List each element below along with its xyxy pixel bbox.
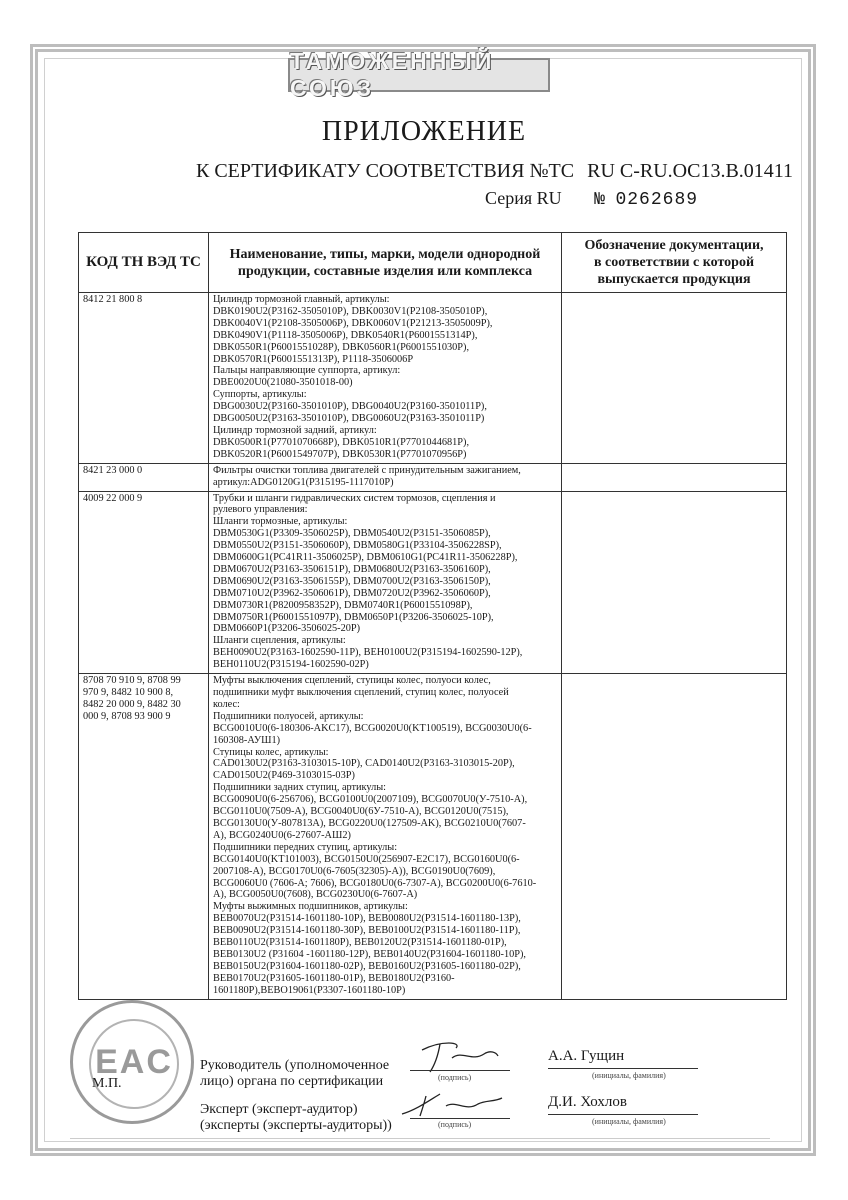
head-title: Руководитель (уполномоченное лицо) органа по сертификации (200, 1058, 390, 1089)
expert-name-line (548, 1114, 698, 1115)
product-code-cell (79, 293, 209, 464)
product-description-line: Подшипники полуосей, артикулы: (213, 710, 364, 722)
product-description-line: A), BCG0240U0(6-27607-АШ2) (213, 829, 351, 841)
column-header-code: КОД ТН ВЭД ТС (79, 233, 209, 293)
expert-name: Д.И. Хохлов (548, 1094, 627, 1110)
number-value: 0262689 (615, 190, 699, 210)
product-description-line: DBK0550R1(P6001551028P), DBK0560R1(P6001551030P), (213, 341, 470, 353)
product-description-line: Цилиндр тормозной главный, артикулы: (213, 294, 390, 305)
product-code-line: 000 9, 8708 93 900 9 (83, 710, 171, 722)
documentation-cell (562, 491, 787, 674)
table-row (79, 293, 787, 464)
product-description-line: DBM0670U2(P3163-3506151P), DBM0680U2(P3163-3506160P), (213, 563, 491, 575)
product-description-line: DBK0190U2(P3162-3505010P), DBK0030V1(P2108-3505010P), (213, 305, 488, 317)
series-label: Серия RU (485, 188, 562, 208)
product-description-line: DBM0600G1(PC41R11-3506025P), DBM0610G1(PC41R11-3506228P), (213, 552, 518, 564)
product-description-line: BEB0070U2(P31514-1601180-10P), BEB0080U2(P31514-1601180-13P), (213, 913, 521, 925)
product-description-line: BCG0130U0(У-807813А), BCG0220U0(127509-AK), BCG0210U0(7607- (213, 817, 526, 829)
product-description-line: CAD0150U2(P469-3103015-03P) (213, 770, 355, 782)
table-row (79, 463, 787, 491)
product-description-line: DBM0750R1(P6001551097P), DBM0650P1(P3206-3506025-10P), (213, 611, 494, 623)
documentation-cell (562, 293, 787, 464)
product-description-cell (209, 674, 562, 999)
product-description-line: BCG0060U0 (7606-A; 7606), BCG0180U0(6-7307-A), BCG0200U0(6-7610- (213, 877, 537, 889)
product-description-line: DBM0710U2(P3962-3506061P), DBM0720U2(P3962-3506060P), (213, 587, 491, 599)
product-description-line: 160308-АУШ1) (213, 734, 281, 746)
product-code-cell (79, 491, 209, 674)
product-description-line: Шланги тормозные, артикулы: (213, 516, 348, 528)
product-description-line: A), BCG0050U0(7608), BCG0230U0(6-7607-A) (213, 889, 418, 901)
product-code-line: 8412 21 800 8 (83, 294, 143, 305)
product-description-cell (209, 463, 562, 491)
series-line (485, 188, 698, 210)
number-label: № (594, 190, 605, 210)
product-description-line: DBK0520R1(P6001549707P), DBK0530R1(P7701070956P) (213, 448, 467, 460)
documentation-cell (562, 674, 787, 999)
seal-inner-ring (89, 1019, 179, 1109)
product-description-line: 1601180P),BEBO19061(P3307-1601180-10P) (213, 984, 406, 996)
product-description-cell (209, 293, 562, 464)
product-description-line: BCG0010U0(6-180306-AKC17), BCG0020U0(KT100519), BCG0030U0(6- (213, 722, 532, 734)
product-description-line: CAD0130U2(P3163-3103015-10P), CAD0140U2(P3163-3103015-20P), (213, 758, 515, 770)
certificate-label: К СЕРТИФИКАТУ СООТВЕТСТВИЯ №ТС (196, 160, 575, 182)
certificate-line (196, 160, 793, 183)
table-row (79, 491, 787, 674)
table-header-row (79, 233, 787, 293)
expert-sign-hint: (подпись) (438, 1120, 472, 1129)
product-description-line: Муфты выключения сцеплений, ступицы колес, полуоси колес, (213, 675, 491, 687)
head-sign-hint: (подпись) (438, 1073, 472, 1082)
product-code-cell (79, 463, 209, 491)
head-initials-hint: (инициалы, фамилия) (592, 1071, 666, 1080)
product-description-line: DBM0530G1(P3309-3506025P), DBM0540U2(P3151-3506085P), (213, 528, 491, 540)
product-description-line: колес: (213, 698, 240, 710)
stamp-label: М.П. (92, 1076, 122, 1091)
customs-union-banner: ТАМОЖЕННЫЙ СОЮЗ (288, 58, 550, 92)
product-code-line: 4009 22 000 9 (83, 492, 143, 504)
product-code-line: 8421 23 000 0 (83, 464, 143, 476)
product-description-line: BEB0130U2 (P31604 -1601180-12P), BEB0140U2(P31604-1601180-10P), (213, 948, 527, 960)
certificate-number: RU C-RU.OC13.B.01411 (587, 160, 794, 182)
expert-signature-line (410, 1118, 510, 1119)
product-description-line: DBK0040V1(P2108-3505006P), DBK0060V1(P21213-3505009P), (213, 317, 493, 329)
expert-initials-hint: (инициалы, фамилия) (592, 1117, 666, 1126)
product-description-line: подшипники муфт выключения сцеплений, ступиц колес, полуосей (213, 687, 509, 698)
table-row (79, 674, 787, 999)
product-description-line: Шланги сцепления, артикулы: (213, 635, 346, 647)
product-description-line: BEH0110U2(P315194-1602590-02P) (213, 659, 369, 671)
product-description-line: DBG0050U2(P3163-3501010P), DBG0060U2(P3163-3501011P) (213, 413, 485, 425)
eac-mark: EAC (95, 1043, 173, 1081)
product-description-line: BEB0150U2(P31604-1601180-02P), BEB0160U2(P31605-1601180-02P), (213, 960, 521, 972)
bottom-rule (70, 1138, 770, 1139)
product-description-line: артикул:ADG0120G1(P315195-1117010P) (213, 476, 394, 488)
product-description-line: Подшипники передних ступиц, артикулы: (213, 841, 398, 853)
product-description-line: Муфты выжимных подшипников, артикулы: (213, 901, 408, 913)
product-description-line: Цилиндр тормозной задний, артикул: (213, 424, 377, 436)
eac-seal (70, 1000, 194, 1124)
product-description-line: BEB0170U2(P31605-1601180-01P), BEB0180U2(P3160- (213, 972, 455, 984)
product-description-line: рулевого управления: (213, 504, 308, 516)
product-description-line: DBK0490V1(P1118-3505006P), DBK0540R1(P6001551314P), (213, 329, 478, 341)
head-signature-line (410, 1070, 510, 1071)
product-description-line: DBM0730R1(P8200958352P), DBM0740R1(P6001551098P), (213, 599, 473, 611)
expert-signature (396, 1090, 506, 1120)
page-title: ПРИЛОЖЕНИЕ (321, 116, 527, 147)
expert-title: Эксперт (эксперт-аудитор) (эксперты (эксперты-аудиторы)) (200, 1102, 392, 1133)
product-description-line: Пальцы направляющие суппорта, артикул: (213, 365, 401, 377)
product-description-line: BCG0110U0(7509-A), BCG0040U0(6У-7510-А), BCG0120U0(7515), (213, 806, 509, 818)
product-description-line: Ступицы колес, артикулы: (213, 746, 329, 758)
product-code-cell (79, 674, 209, 999)
product-description-cell (209, 491, 562, 674)
head-name: А.А. Гущин (548, 1048, 625, 1064)
product-description-line: DBK0500R1(P7701070668P), DBK0510R1(P7701044681P), (213, 436, 470, 448)
product-description-line: BEB0090U2(P31514-1601180-30P), BEB0100U2(P31514-1601180-11P), (213, 925, 521, 937)
product-code-line: 970 9, 8482 10 900 8, (83, 687, 174, 698)
product-description-line: BCG0140U0(KT101003), BCG0150U0(256907-E2C17), BCG0160U0(6- (213, 853, 520, 865)
documentation-cell (562, 463, 787, 491)
product-description-line: DBM0550U2(P3151-3506060P), DBM0580G1(P33104-3506228SP), (213, 540, 502, 552)
column-header-name: Наименование, типы, марки, модели однородной продукции, составные изделия или комплекса (209, 233, 562, 293)
product-code-line: 8482 20 000 9, 8482 30 (83, 698, 181, 710)
product-description-line: BEB0110U2(P31514-1601180P), BEB0120U2(P31514-1601180-01P), (213, 937, 507, 949)
product-description-line: BEH0090U2(P3163-1602590-11P), BEH0100U2(P315194-1602590-12P), (213, 647, 523, 659)
product-description-line: BCG0090U0(6-256706), BCG0100U0(2007109), BCG0070U0(У-7510-А), (213, 794, 528, 806)
product-code-line: 8708 70 910 9, 8708 99 (83, 675, 181, 687)
product-description-line: DBE0020U0(21080-3501018-00) (213, 377, 353, 389)
column-header-docs: Обозначение документации, в соответствии с которой выпускается продукция (562, 233, 787, 293)
product-description-line: DBK0570R1(P6001551313P), P1118-3506006P (213, 353, 414, 365)
product-description-line: Подшипники задних ступиц, артикулы: (213, 782, 387, 794)
product-description-line: DBG0030U2(P3160-3501010P), DBG0040U2(P3160-3501011P), (213, 401, 487, 413)
product-description-line: Суппорты, артикулы: (213, 389, 307, 401)
product-description-line: Трубки и шланги гидравлических систем тормозов, сцепления и (213, 492, 496, 504)
product-description-line: DBM0660P1(P3206-3506025-20P) (213, 623, 361, 635)
head-name-line (548, 1068, 698, 1069)
product-description-line: Фильтры очистки топлива двигателей с принудительным зажиганием, (213, 464, 521, 476)
product-description-line: DBM0690U2(P3163-3506155P), DBM0700U2(P3163-3506150P), (213, 575, 491, 587)
product-description-line: 2007108-A), BCG0170U0(6-7605(32305)-A)), BCG0190U0(7609), (213, 865, 496, 877)
products-table (78, 232, 787, 1000)
